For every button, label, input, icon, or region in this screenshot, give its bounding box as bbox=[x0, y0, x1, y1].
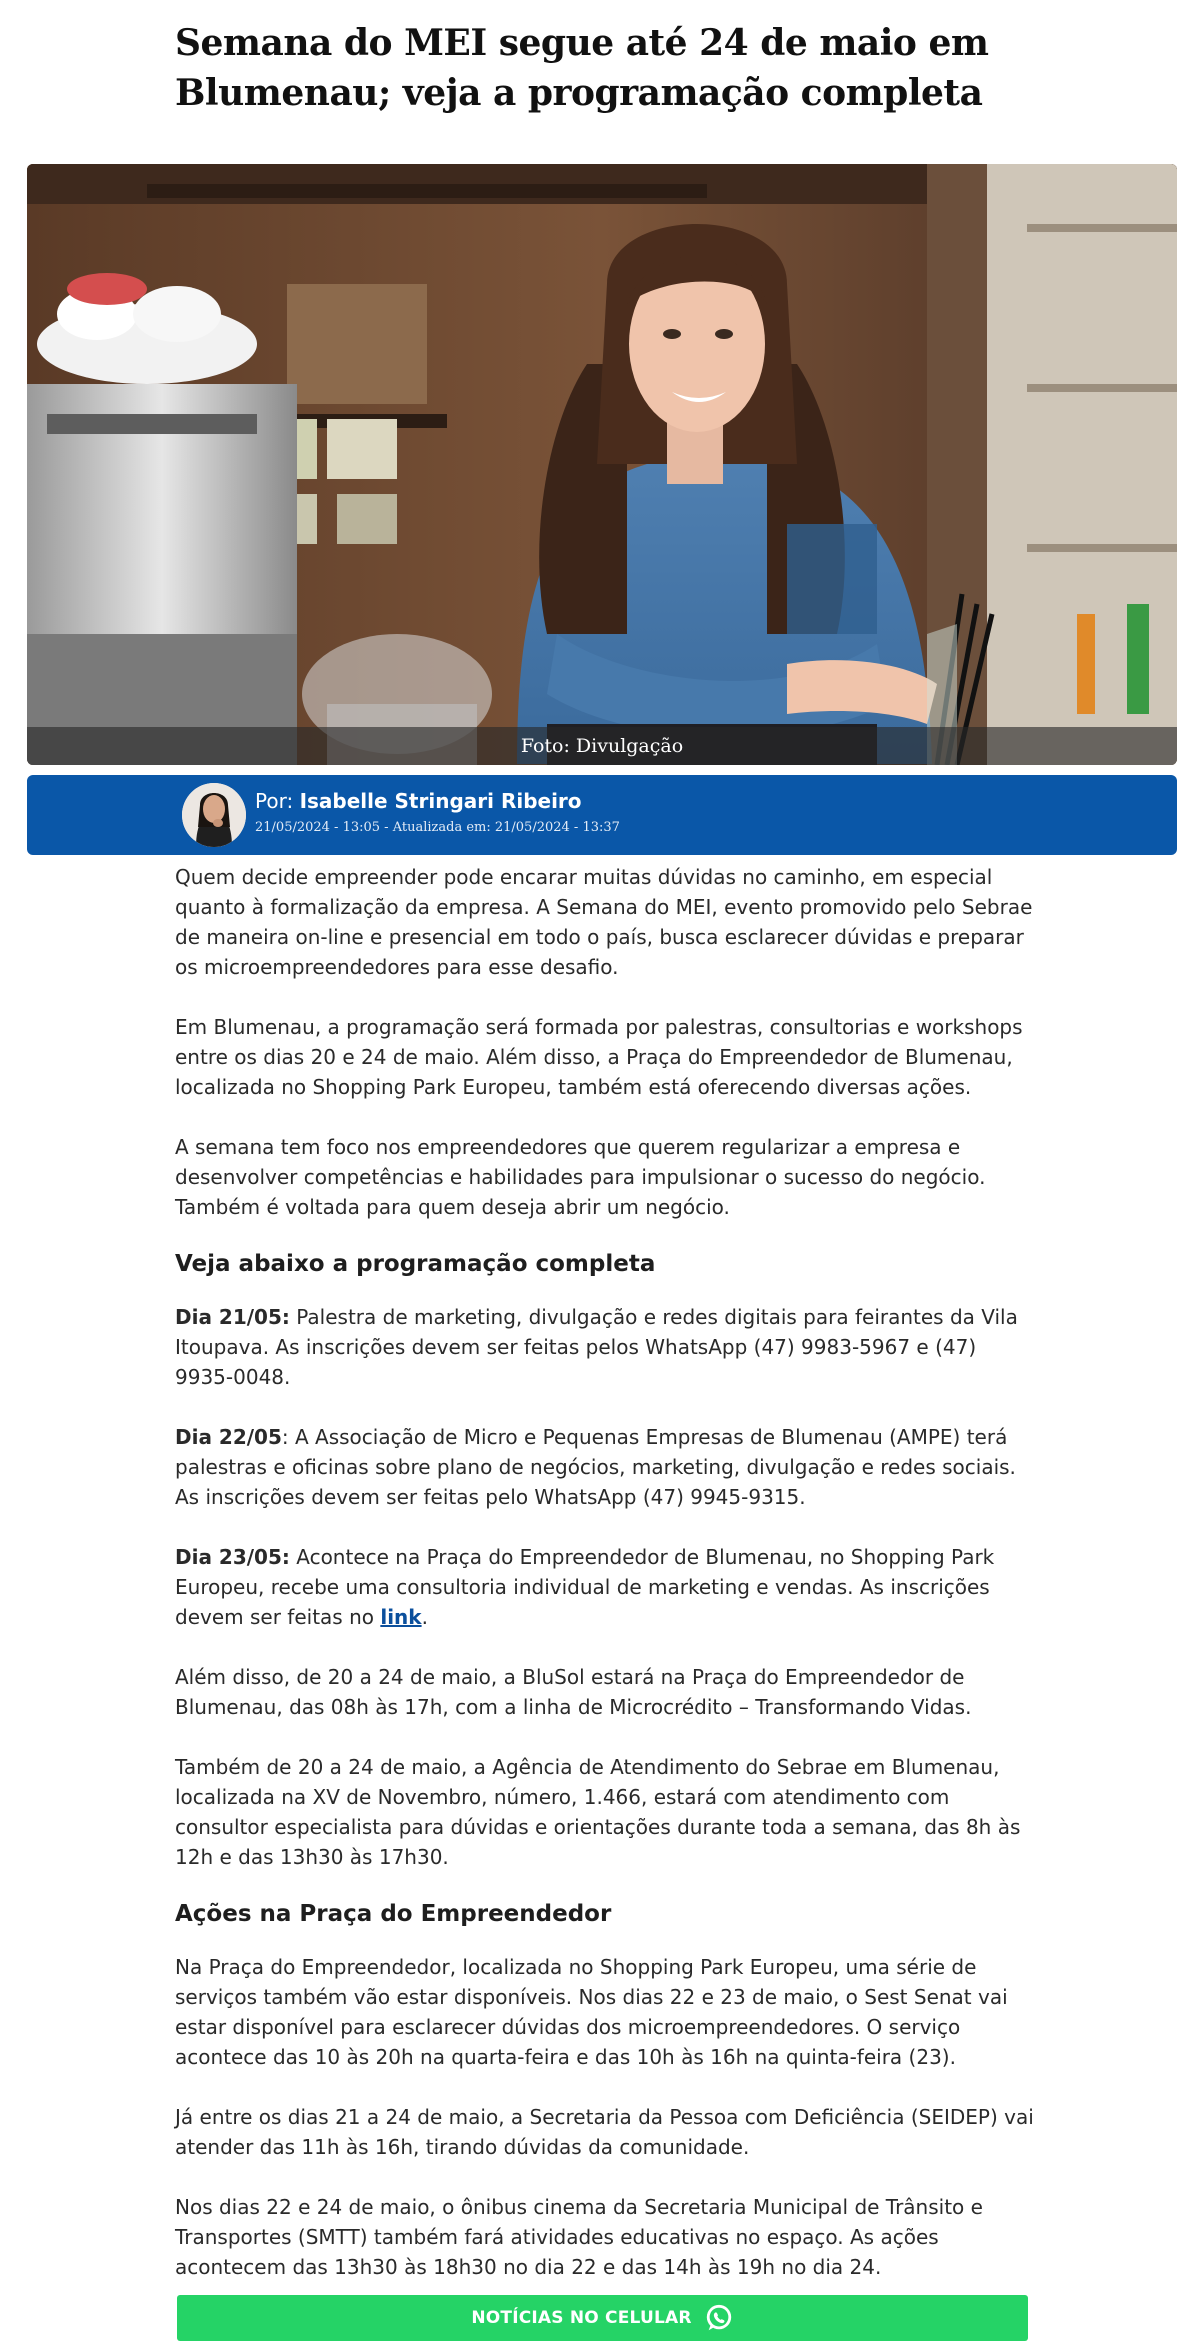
author-name[interactable]: Isabelle Stringari Ribeiro bbox=[299, 789, 582, 813]
paragraph: Nos dias 22 e 24 de maio, o ônibus cinema da Secretaria Municipal de Trânsito e Transportes (SMTT) também fará atividades educativas no espaço. As ações acontecem das 13h30 às 18h30 no dia 22 e das 14h às 19h no dia 24. bbox=[175, 2195, 983, 2279]
schedule-item bbox=[175, 1542, 1037, 1632]
hero-photo-illustration bbox=[27, 164, 1177, 765]
whatsapp-icon bbox=[704, 2303, 734, 2333]
schedule-text-end: . bbox=[421, 1605, 428, 1629]
photo-caption: Foto: Divulgação bbox=[27, 727, 1177, 765]
registration-link[interactable]: link bbox=[380, 1605, 422, 1629]
paragraph: Já entre os dias 21 a 24 de maio, a Secretaria da Pessoa com Deficiência (SEIDEP) vai atender das 11h às 16h, tirando dúvidas da comunidade. bbox=[175, 2105, 1034, 2159]
article-body bbox=[175, 862, 1037, 2312]
schedule-day: Dia 21/05: bbox=[175, 1305, 290, 1329]
section-heading-schedule: Veja abaixo a programação completa bbox=[175, 1251, 656, 1277]
publish-dates: 21/05/2024 - 13:05 - Atualizada em: 21/05/2024 - 13:37 bbox=[255, 820, 620, 835]
schedule-text: Palestra de marketing, divulgação e redes digitais para feirantes da Vila Itoupava. As inscrições devem ser feitas pelos WhatsApp (47) 9983-5967 e (47) 9935-0048. bbox=[175, 1305, 1018, 1389]
schedule-item bbox=[175, 1302, 1037, 1392]
article-headline: Semana do MEI segue até 24 de maio em Blumenau; veja a programação completa bbox=[175, 22, 989, 114]
section-heading-praca: Ações na Praça do Empreendedor bbox=[175, 1901, 612, 1927]
author-avatar[interactable] bbox=[182, 783, 246, 847]
byline-prefix: Por: bbox=[255, 789, 300, 813]
author-byline bbox=[255, 789, 582, 813]
whatsapp-news-button[interactable] bbox=[177, 2295, 1028, 2341]
paragraph: Na Praça do Empreendedor, localizada no Shopping Park Europeu, uma série de serviços também vão estar disponíveis. Nos dias 22 e 23 de maio, o Sest Senat vai estar disponível para esclarecer dúvidas dos microempreendedores. O serviço acontece das 10 às 20h na quarta-feira e das 10h às 16h na quinta-feira (23). bbox=[175, 1955, 1008, 2069]
schedule-day: Dia 22/05 bbox=[175, 1425, 282, 1449]
hero-photo bbox=[27, 164, 1177, 765]
schedule-text: : A Associação de Micro e Pequenas Empresas de Blumenau (AMPE) terá palestras e oficinas sobre plano de negócios, marketing, divulgação e redes sociais. As inscrições devem ser feitas pelo WhatsApp (47) 9945-9315. bbox=[175, 1425, 1016, 1509]
schedule-item bbox=[175, 1422, 1037, 1512]
paragraph: Quem decide empreender pode encarar muitas dúvidas no caminho, em especial quanto à formalização da empresa. A Semana do MEI, evento promovido pelo Sebrae de maneira on-line e presencial em todo o país, busca esclarecer dúvidas e preparar os microempreendedores para esse desafio. bbox=[175, 865, 1033, 979]
schedule-text: Acontece na Praça do Empreendedor de Blumenau, no Shopping Park Europeu, recebe uma consultoria individual de marketing e vendas. As inscrições devem ser feitas no bbox=[175, 1545, 995, 1629]
paragraph: A semana tem foco nos empreendedores que querem regularizar a empresa e desenvolver competências e habilidades para impulsionar o sucesso do negócio. Também é voltada para quem deseja abrir um negócio. bbox=[175, 1135, 986, 1219]
cta-label: NOTÍCIAS NO CELULAR bbox=[471, 2308, 692, 2328]
paragraph: Além disso, de 20 a 24 de maio, a BluSol estará na Praça do Empreendedor de Blumenau, das 08h às 17h, com a linha de Microcrédito – Transformando Vidas. bbox=[175, 1665, 972, 1719]
schedule-day: Dia 23/05: bbox=[175, 1545, 290, 1569]
paragraph: Em Blumenau, a programação será formada por palestras, consultorias e workshops entre os dias 20 e 24 de maio. Além disso, a Praça do Empreendedor de Blumenau, localizada no Shopping Park Europeu, também está oferecendo diversas ações. bbox=[175, 1015, 1023, 1099]
paragraph: Também de 20 a 24 de maio, a Agência de Atendimento do Sebrae em Blumenau, localizada na XV de Novembro, número, 1.466, estará com atendimento com consultor especialista para dúvidas e orientações durante toda a semana, das 8h às 12h e das 13h30 às 17h30. bbox=[175, 1755, 1021, 1869]
author-bar bbox=[27, 775, 1177, 855]
author-avatar-image bbox=[182, 783, 246, 847]
